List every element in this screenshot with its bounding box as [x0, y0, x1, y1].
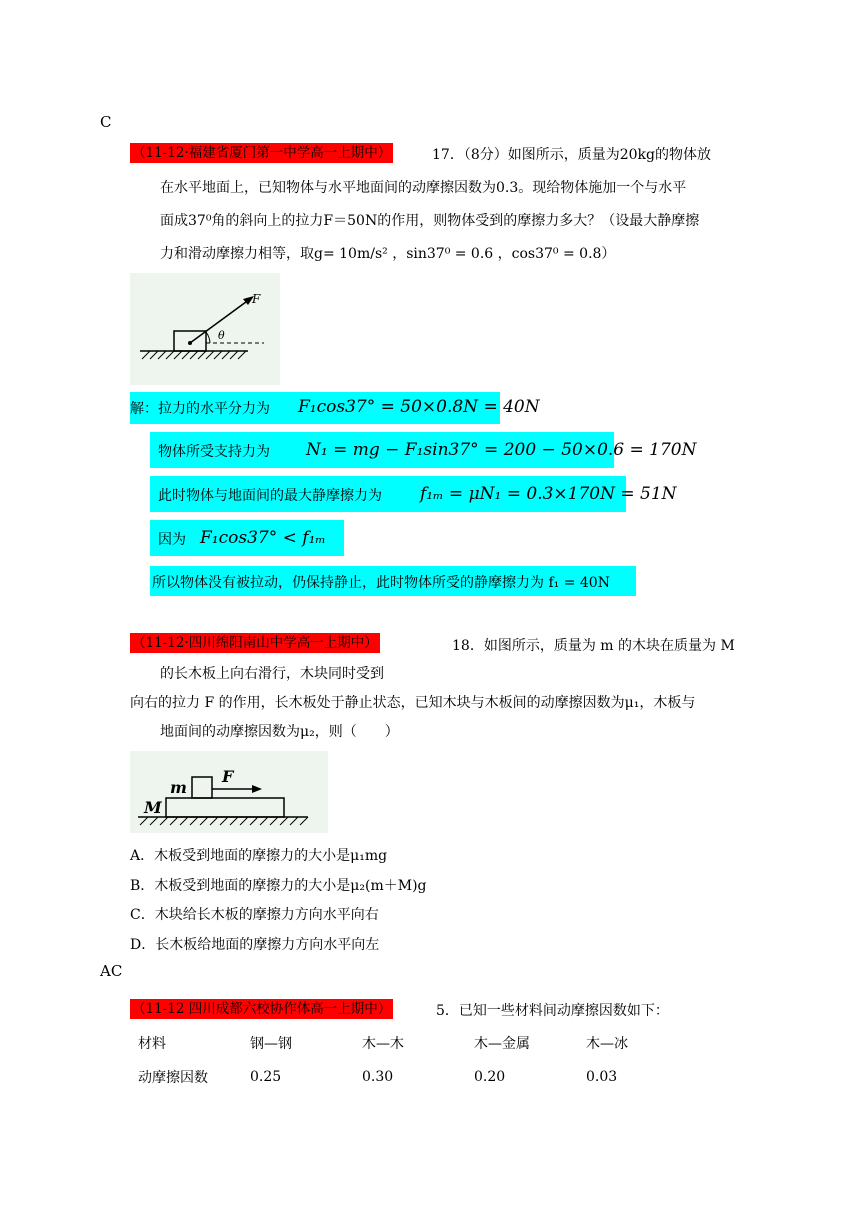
table-cell: 0.30: [362, 1069, 394, 1085]
solution-step-3-text: 此时物体与地面间的最大静摩擦力为: [158, 488, 382, 504]
ground-hatching: [142, 351, 246, 359]
ground-hatching: [140, 817, 308, 825]
solution-step-2: [150, 432, 697, 468]
q17-stem-line-4: 力和滑动摩擦力相等，取g= 10m/s² ，sin37⁰ = 0.6 ，cos37⁰ = 0.8）: [160, 246, 616, 262]
table-row: [138, 1060, 666, 1094]
q18-option-c: C．木块给长木板的摩擦力方向水平向右: [130, 907, 379, 923]
long-board: [166, 798, 284, 817]
table-cell: 0.25: [250, 1069, 282, 1085]
q18-figure: [130, 751, 328, 833]
table-cell: 材料: [138, 1036, 166, 1052]
table-cell: 动摩擦因数: [138, 1070, 208, 1086]
force-label: F: [252, 292, 261, 306]
table-row: [138, 1026, 666, 1060]
table-cell: 0.20: [474, 1069, 506, 1085]
solution-step-1-text: 解：拉力的水平分力为: [130, 401, 270, 417]
table-cell: 钢—钢: [250, 1036, 292, 1052]
solution-step-5: [150, 566, 636, 596]
q18-option-b: B．木板受到地面的摩擦力的大小是μ₂(m＋M)g: [130, 878, 427, 894]
solution-step-3-math: f₁ₘ = μN₁ = 0.3×170N = 51N: [420, 484, 677, 504]
q18-answer-mark: AC: [100, 962, 123, 980]
F-label: F: [222, 767, 234, 786]
solution-step-2-text: 物体所受支持力为: [158, 444, 270, 460]
friction-coefficient-table: [138, 1026, 666, 1094]
q17-stem-line-1: 17．（8分）如图所示，质量为20kg的物体放: [432, 147, 711, 163]
q5-source-tag: （11-12 四川成都六校协作体高一上期中）: [132, 1001, 392, 1017]
board-block-diagram: [130, 751, 328, 833]
block-force-diagram: [130, 273, 280, 385]
q17-figure: [130, 273, 280, 385]
table-cell: 木—木: [362, 1036, 404, 1052]
small-block: [192, 777, 212, 798]
solution-step-2-math: N₁ = mg − F₁sin37° = 200 − 50×0.6 = 170N: [306, 440, 697, 460]
table-cell: 木—冰: [586, 1036, 628, 1052]
table-cell: 木—金属: [474, 1036, 530, 1052]
solution-step-4-text: 因为: [158, 532, 186, 548]
solution-step-4-math: F₁cos37° < f₁ₘ: [200, 528, 326, 548]
q18-option-d: D．长木板给地面的摩擦力方向水平向左: [130, 937, 380, 953]
q5-stem: 5．已知一些材料间动摩擦因数如下：: [436, 1003, 669, 1019]
solution-step-1-math: F₁cos37° = 50×0.8N = 40N: [298, 397, 540, 417]
q18-stem-line-4: 地面间的动摩擦因数为μ₂，则（ ）: [160, 724, 399, 740]
angle-label: θ: [218, 329, 225, 342]
answer-mark-top: C: [100, 113, 112, 131]
q17-stem-line-3: 面成37⁰角的斜向上的拉力F＝50N的作用，则物体受到的摩擦力多大？（设最大静摩擦: [160, 213, 700, 229]
q17-stem-line-2: 在水平地面上，已知物体与水平地面间的动摩擦因数为0.3。现给物体施加一个与水平: [160, 180, 687, 196]
q18-source-tag: （11-12·四川绵阳南山中学高一上期中）: [132, 635, 378, 651]
M-label: M: [144, 798, 162, 817]
q18-option-a: A．木板受到地面的摩擦力的大小是μ₁mg: [130, 848, 388, 864]
m-label: m: [170, 778, 187, 797]
q17-source-tag: （11-12·福建省厦门第一中学高一上期中）: [132, 145, 392, 161]
solution-step-1: [130, 392, 540, 424]
q18-stem-line-1: 18．如图所示，质量为 m 的木块在质量为 M: [452, 638, 735, 654]
table-cell: 0.03: [586, 1069, 618, 1085]
q18-stem-line-2: 的长木板上向右滑行，木块同时受到: [160, 666, 384, 682]
solution-step-5-text: 所以物体没有被拉动，仍保持静止，此时物体所受的静摩擦力为 f₁ = 40N: [152, 575, 610, 591]
q18-stem-line-3: 向右的拉力 F 的作用，长木板处于静止状态，已知木块与木板间的动摩擦因数为μ₁，木板与: [130, 695, 696, 711]
pull-arrow-head: [252, 785, 262, 793]
solution-step-3: [150, 476, 677, 512]
solution-step-4: [150, 520, 344, 556]
